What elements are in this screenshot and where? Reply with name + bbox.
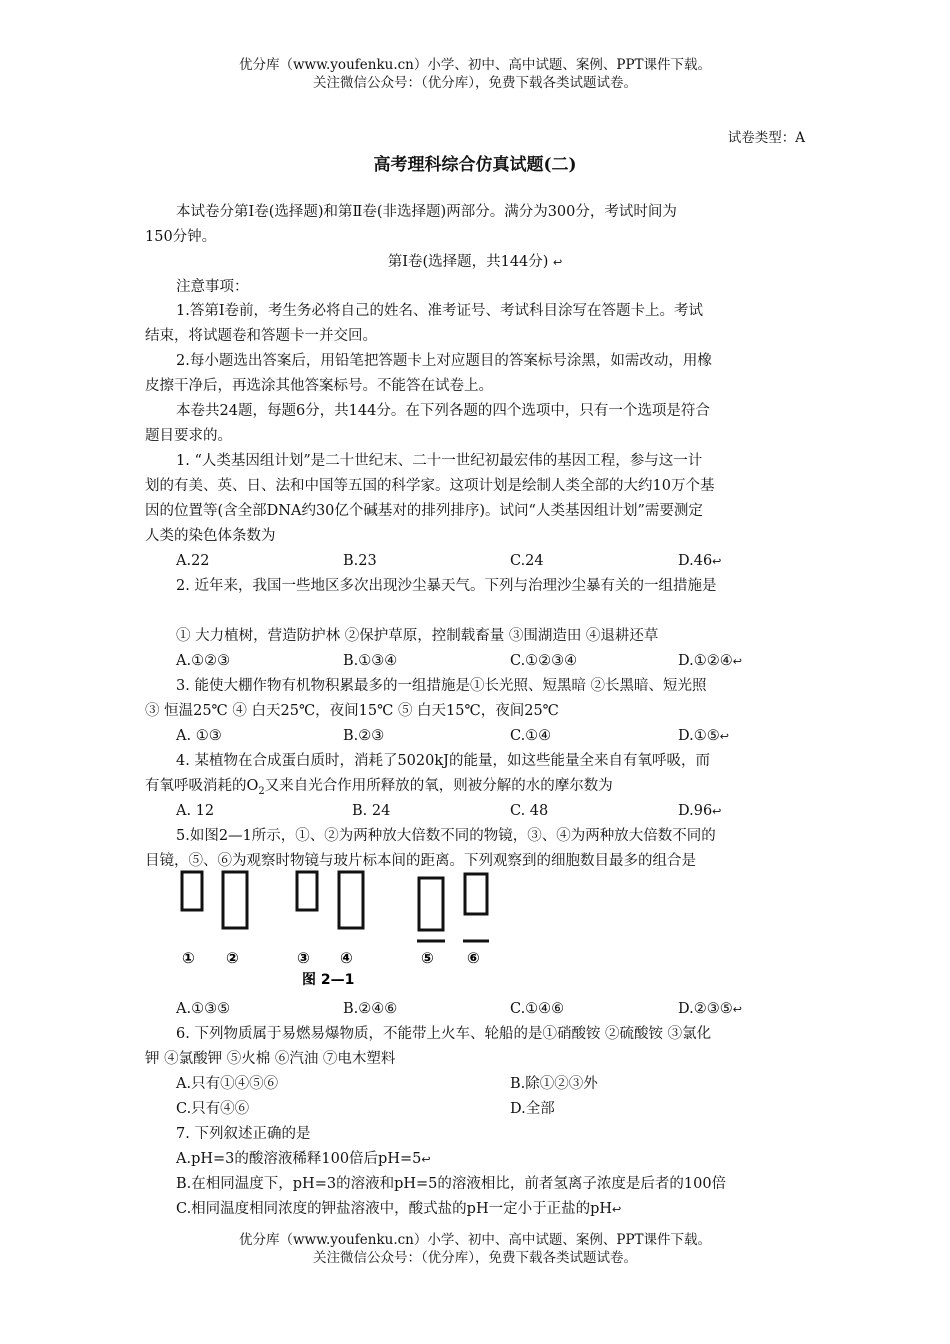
notice-line: 结束，将试题卷和答题卡一并交回。 (145, 328, 377, 344)
q7-option-a: A.pH=3的酸溶液稀释100倍后pH=5↩ (176, 1151, 431, 1167)
q3-option-d: D.①⑤↩ (678, 728, 729, 744)
q4-option-b: B. 24 (352, 803, 391, 819)
q7-option-b: B.在相同温度下，pH=3的溶液和pH=5的溶液相比，前者氢离子浓度是后者的100倍 (176, 1176, 727, 1192)
continue-mark-icon: ↩ (553, 256, 563, 269)
fig-label-3: ③ (297, 949, 310, 967)
eyepiece-4 (339, 872, 363, 928)
header-line-1: 优分库（www.youfenku.cn）小学、初中、高中试题、案例、PPT课件下载。 (238, 57, 712, 73)
question-6-line: 钾 ④氯酸钾 ⑤火棉 ⑥汽油 ⑦电木塑料 (145, 1051, 396, 1067)
q2-option-a: A.①②③ (176, 653, 231, 669)
question-2-line: 2. 近年来，我国一些地区多次出现沙尘暴天气。下列与治理沙尘暴有关的一组措施是 (176, 578, 717, 594)
q5-option-b: B.②④⑥ (343, 1001, 398, 1017)
q7-option-c: C.相同温度相同浓度的钾盐溶液中，酸式盐的pH一定小于正盐的pH↩ (176, 1201, 622, 1217)
fig-label-5: ⑤ (421, 949, 434, 967)
notice-line: 本卷共24题，每题6分，共144分。在下列各题的四个选项中，只有一个选项是符合 (176, 403, 710, 419)
question-4-line: 有氧呼吸消耗的$O_2$又来自光合作用所释放的氧，则被分解的水的摩尔数为 (145, 778, 613, 797)
question-1-line: 人类的染色体条数为 (145, 528, 276, 544)
q6-option-a: A.只有①④⑤⑥ (176, 1076, 279, 1092)
q5-option-d: D.②③⑤↩ (678, 1001, 742, 1017)
fig-label-1: ① (182, 949, 195, 967)
q6-option-d: D.全部 (510, 1101, 555, 1117)
objective-lens-2 (223, 872, 247, 928)
section-title: 第Ⅰ卷(选择题，共144分) ↩ (387, 254, 563, 270)
distance-5-lens (419, 878, 443, 930)
notice-line: 题目要求的。 (145, 428, 232, 444)
q6-option-c: C.只有④⑥ (176, 1101, 250, 1117)
question-3-line: ③ 恒温25℃ ④ 白天25℃，夜间15℃ ⑤ 白天15℃，夜间25℃ (145, 703, 559, 719)
intro-line: 150分钟。 (145, 229, 217, 245)
q4-option-d: D.96↩ (678, 803, 722, 819)
q1-option-d: D.46↩ (678, 553, 722, 569)
question-1-line: 划的有美、英、日、法和中国等五国的科学家。这项计划是绘制人类全部的大约10万个基 (145, 478, 715, 494)
q4-option-c: C. 48 (510, 803, 549, 819)
q2-option-d: D.①②④↩ (678, 653, 742, 669)
notice-line: 皮擦干净后，再选涂其他答案标号。不能答在试卷上。 (145, 378, 493, 394)
question-6-line: 6. 下列物质属于易燃易爆物质，不能带上火车、轮船的是①硝酸铵 ②硫酸铵 ③氯化 (176, 1026, 712, 1042)
question-1-line: 1. “人类基因组计划”是二十世纪末、二十一世纪初最宏伟的基因工程，参与这一计 (176, 453, 703, 469)
q5-option-c: C.①④⑥ (510, 1001, 565, 1017)
q3-option-c: C.①④ (510, 728, 552, 744)
distance-6-lens (465, 874, 487, 914)
q2-option-c: C.①②③④ (510, 653, 578, 669)
question-5-line: 5.如图2—1所示，①、②为两种放大倍数不同的物镜，③、④为两种放大倍数不同的 (176, 828, 716, 844)
notice-title: 注意事项： (176, 279, 249, 295)
question-1-line: 因的位置等(含全部DNA约30亿个碱基对的排列排序)。试问“人类基因组计划”需要测定 (145, 503, 703, 519)
fig-label-6: ⑥ (467, 949, 480, 967)
fig-label-2: ② (226, 949, 239, 967)
q6-option-b: B.除①②③外 (510, 1076, 598, 1092)
paper-type: 试卷类型：A (727, 130, 805, 146)
notice-line: 1.答第Ⅰ卷前，考生务必将自己的姓名、准考证号、考试科目涂写在答题卡上。考试 (176, 303, 704, 319)
objective-lens-1 (182, 872, 202, 910)
footer-line-2: 关注微信公众号：（优分库），免费下载各类试题试卷。 (313, 1250, 637, 1266)
q2-option-b: B.①③④ (343, 653, 398, 669)
footer-line-1: 优分库（www.youfenku.cn）小学、初中、高中试题、案例、PPT课件下载。 (238, 1232, 712, 1248)
q1-option-b: B.23 (343, 553, 377, 569)
eyepiece-3 (297, 872, 317, 910)
question-5-line: 目镜，⑤、⑥为观察时物镜与玻片标本间的距离。下列观察到的细胞数目最多的组合是 (145, 853, 696, 869)
fig-label-4: ④ (340, 949, 353, 967)
header-line-2: 关注微信公众号：（优分库），免费下载各类试题试卷。 (313, 75, 637, 91)
question-2-items: ① 大力植树，营造防护林 ②保护草原，控制载畜量 ③围湖造田 ④退耕还草 (176, 628, 659, 644)
figure-2-1 (176, 868, 496, 988)
q5-option-a: A.①③⑤ (176, 1001, 231, 1017)
question-4-line: 4. 某植物在合成蛋白质时，消耗了5020kJ的能量，如这些能量全来自有氧呼吸，而 (176, 753, 710, 769)
question-7-line: 7. 下列叙述正确的是 (176, 1126, 311, 1142)
intro-line: 本试卷分第Ⅰ卷(选择题)和第Ⅱ卷(非选择题)两部分。满分为300分，考试时间为 (176, 204, 677, 220)
q4-option-a: A. 12 (176, 803, 215, 819)
q3-option-a: A. ①③ (176, 728, 222, 744)
q3-option-b: B.②③ (343, 728, 385, 744)
notice-line: 2.每小题选出答案后，用铅笔把答题卡上对应题目的答案标号涂黑，如需改动，用橡 (176, 353, 712, 369)
question-3-line: 3. 能使大棚作物有机物积累最多的一组措施是①长光照、短黑暗 ②长黑暗、短光照 (176, 678, 707, 694)
q1-option-a: A.22 (176, 553, 210, 569)
q1-option-c: C.24 (510, 553, 544, 569)
page-title: 高考理科综合仿真试题(二) (373, 155, 577, 175)
fig-caption: 图 2—1 (302, 972, 355, 988)
